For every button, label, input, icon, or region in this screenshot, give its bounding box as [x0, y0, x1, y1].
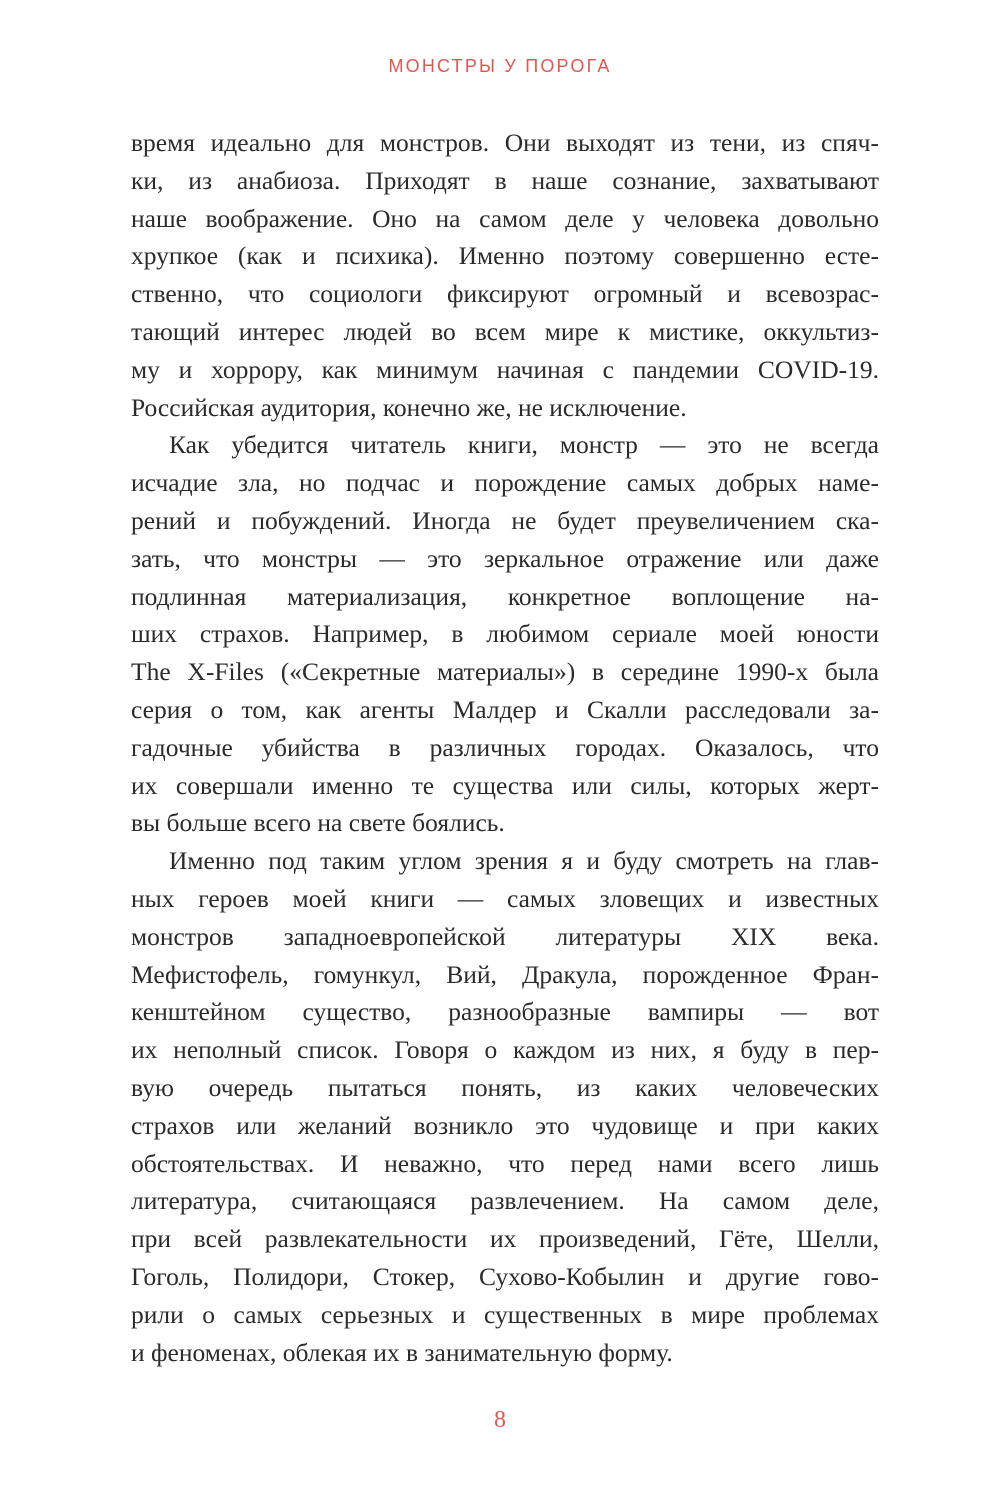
text-line: ших страхов. Например, в любимом сериале моей юности: [131, 619, 879, 649]
text-line: исчадие зла, но подчас и порождение самых добрых наме-: [131, 468, 879, 498]
body-text: [131, 124, 879, 1371]
text-line: подлинная материализация, конкретное воплощение на-: [131, 581, 879, 611]
paragraph: [131, 842, 879, 1371]
text-line: The X-Files («Секретные материалы») в середине 1990-х была: [131, 657, 879, 687]
text-line: вую очередь пытаться понять, из каких человеческих: [131, 1072, 879, 1102]
text-line: вы больше всего на свете боялись.: [131, 808, 505, 838]
text-line: гадочные убийства в различных городах. Оказалось, что: [131, 732, 879, 762]
text-line: литература, считающаяся развлечением. На самом деле,: [131, 1186, 879, 1216]
text-line: их совершали именно те существа или силы, которых жерт-: [131, 770, 879, 800]
text-line: монстров западноевропейской литературы XIX века.: [131, 921, 879, 951]
running-head: МОНСТРЫ У ПОРОГА: [388, 56, 612, 76]
paragraph: [131, 426, 879, 842]
text-line: зать, что монстры — это зеркальное отражение или даже: [131, 543, 879, 573]
text-line: серия о том, как агенты Малдер и Скалли расследовали за-: [131, 694, 879, 724]
text-line: страхов или желаний возникло это чудовище и при каких: [131, 1110, 879, 1140]
text-line: и феноменах, облекая их в занимательную форму.: [131, 1337, 673, 1367]
text-line: му и хоррору, как минимум начиная с пандемии COVID-19.: [131, 354, 879, 384]
text-line: наше воображение. Оно на самом деле у человека довольно: [131, 203, 879, 233]
text-line: при всей развлекательности их произведений, Гёте, Шелли,: [131, 1224, 879, 1254]
text-line: кенштейном существо, разнообразные вампиры — вот: [131, 997, 879, 1027]
text-line: время идеально для монстров. Они выходят из тени, из спяч-: [131, 128, 879, 157]
text-line: ственно, что социологи фиксируют огромный и всевозрас-: [131, 279, 879, 309]
text-line: Как убедится читатель книги, монстр — это не всегда: [169, 430, 879, 460]
text-line: ки, из анабиоза. Приходят в наше сознание, захватывают: [131, 165, 879, 195]
page-number: 8: [494, 1407, 506, 1433]
text-line: их неполный список. Говоря о каждом из них, я буду в пер-: [131, 1035, 879, 1065]
text-line: ных героев моей книги — самых зловещих и известных: [131, 883, 879, 913]
text-line: Именно под таким углом зрения я и буду смотреть на глав-: [169, 846, 879, 876]
text-line: Мефистофель, гомункул, Вий, Дракула, порожденное Фран-: [131, 959, 879, 989]
text-line: Гоголь, Полидори, Стокер, Сухово-Кобылин и другие гово-: [131, 1261, 879, 1291]
text-line: хрупкое (как и психика). Именно поэтому совершенно есте-: [131, 241, 879, 271]
text-line: тающий интерес людей во всем мире к мистике, оккультиз-: [131, 316, 879, 346]
text-line: рений и побуждений. Иногда не будет преувеличением ска-: [131, 505, 879, 535]
paragraph: [131, 124, 879, 426]
text-line: обстоятельствах. И неважно, что перед нами всего лишь: [131, 1148, 879, 1178]
text-line: рили о самых серьезных и существенных в мире проблемах: [131, 1299, 879, 1329]
text-line: Российская аудитория, конечно же, не исключение.: [131, 392, 687, 422]
